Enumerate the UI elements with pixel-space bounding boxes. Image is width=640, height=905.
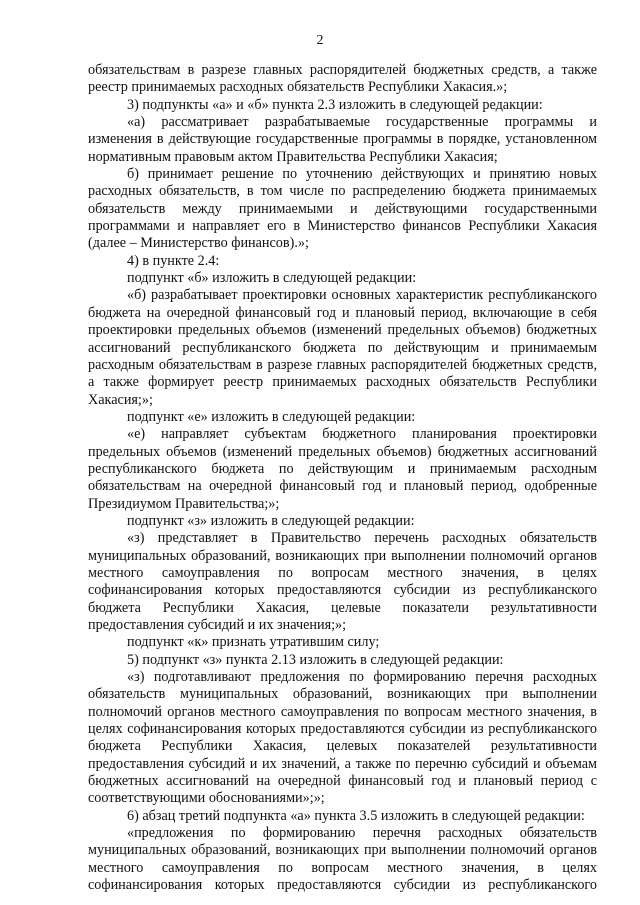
text-line: муниципальных образований, возникающих при выполнении полномочий органов	[88, 547, 597, 564]
text-line: подпункт «з» изложить в следующей редакции:	[127, 512, 415, 529]
text-line: предельных объемов (изменений предельных объемов) бюджетных ассигнований	[88, 443, 597, 460]
text-line: Президиумом Правительства;»;	[88, 495, 280, 512]
text-line: подпункт «е» изложить в следующей редакции:	[127, 408, 416, 425]
text-line: 4) в пункте 2.4:	[127, 252, 220, 269]
text-line: нормативным правовым актом Правительства Республики Хакасия;	[88, 148, 498, 165]
text-line: бюджетных ассигнований на очередной финансовый год и плановый период с	[88, 773, 597, 790]
text-line: подпункт «к» признать утратившим силу;	[127, 634, 380, 651]
text-line: бюджета Республики Хакасия, целевых показателей результативности	[88, 738, 597, 755]
text-line: соответствующими обоснованиями»;»;	[88, 790, 325, 807]
page-number: 2	[316, 33, 324, 48]
text-line: софинансирования которых предоставляются субсидии из республиканского	[88, 877, 597, 894]
text-line: обязательствам в разрезе главных распорядителей бюджетных средств, а также	[88, 62, 597, 78]
text-line: республиканского бюджета по действующим и принимаемым расходным	[88, 460, 597, 477]
text-line: обязательствам на очередной финансовый год и плановый период, одобренные	[88, 478, 597, 495]
text-line: программами и направляет его в Министерство финансов Республики Хакасия	[88, 218, 597, 235]
text-line: обязательств между принимаемыми и действующими государственными	[88, 200, 597, 217]
text-line: подпункт «б» изложить в следующей редакции:	[127, 270, 417, 287]
text-line: 6) абзац третий подпункта «а» пункта 3.5 изложить в следующей редакции:	[127, 807, 585, 824]
text-line: софинансирования которых предоставляются субсидии из республиканского	[88, 582, 597, 599]
text-line: проектировки предельных объемов (изменений предельных объемов) бюджетных	[88, 322, 597, 339]
text-line: обязательств муниципальных образований, возникающих при выполнении	[88, 686, 597, 703]
text-line: полномочий органов местного самоуправления по вопросам местного значения, в	[88, 703, 597, 720]
text-line: реестр принимаемых расходных обязательств Республики Хакасия.»;	[88, 79, 508, 96]
text-line: а также формирует реестр принимаемых расходных обязательств Республики	[88, 374, 597, 391]
text-line: 3) подпункты «а» и «б» пункта 2.3 изложить в следующей редакции:	[127, 96, 543, 113]
text-line: «е) направляет субъектам бюджетного планирования проектировки	[127, 426, 597, 443]
text-line: бюджета на очередной финансовый год и плановый период, включающие в себя	[88, 304, 597, 321]
text-line: местного самоуправления по вопросам местного значения, в целях	[88, 859, 597, 876]
text-line: «б) разрабатывает проектировки основных характеристик республиканского	[127, 287, 597, 304]
text-line: расходным обязательствам в разрезе главных распорядителей бюджетных средств,	[88, 356, 597, 373]
text-line: местного самоуправления по вопросам местного значения, в целях	[88, 564, 597, 581]
text-line: бюджета Республики Хакасия, целевые показатели результативности	[88, 599, 597, 616]
text-line: «з) подготавливают предложения по формированию перечня расходных	[127, 669, 597, 686]
text-line: Хакасия;»;	[88, 391, 153, 408]
text-line: (далее – Министерство финансов).»;	[88, 235, 309, 252]
text-line: «а) рассматривает разрабатываемые государственные программы и	[127, 114, 597, 131]
text-line: предоставления субсидий и их значений, а также по перечню субсидий и объемам	[88, 755, 597, 772]
text-line: ассигнований республиканского бюджета по действующим и принимаемым	[88, 339, 597, 356]
text-line: муниципальных образований, возникающих при выполнении полномочий органов	[88, 842, 597, 859]
text-line: изменения в действующие государственные программы в порядке, установленном	[88, 131, 597, 148]
text-line: «з) представляет в Правительство перечень расходных обязательств	[127, 530, 597, 547]
text-line: б) принимает решение по уточнению действующих и принятию новых	[127, 166, 597, 183]
text-line: целях софинансирования которых предоставляются субсидии из республиканского	[88, 721, 597, 738]
text-line: 5) подпункт «з» пункта 2.13 изложить в следующей редакции:	[127, 651, 504, 668]
document-body	[88, 62, 597, 895]
text-line: «предложения по формированию перечня расходных обязательств	[127, 825, 597, 842]
text-line: расходных обязательств, в том числе по распределению бюджета принимаемых	[88, 183, 597, 200]
text-line: предоставления субсидий и их значения;»;	[88, 617, 347, 633]
